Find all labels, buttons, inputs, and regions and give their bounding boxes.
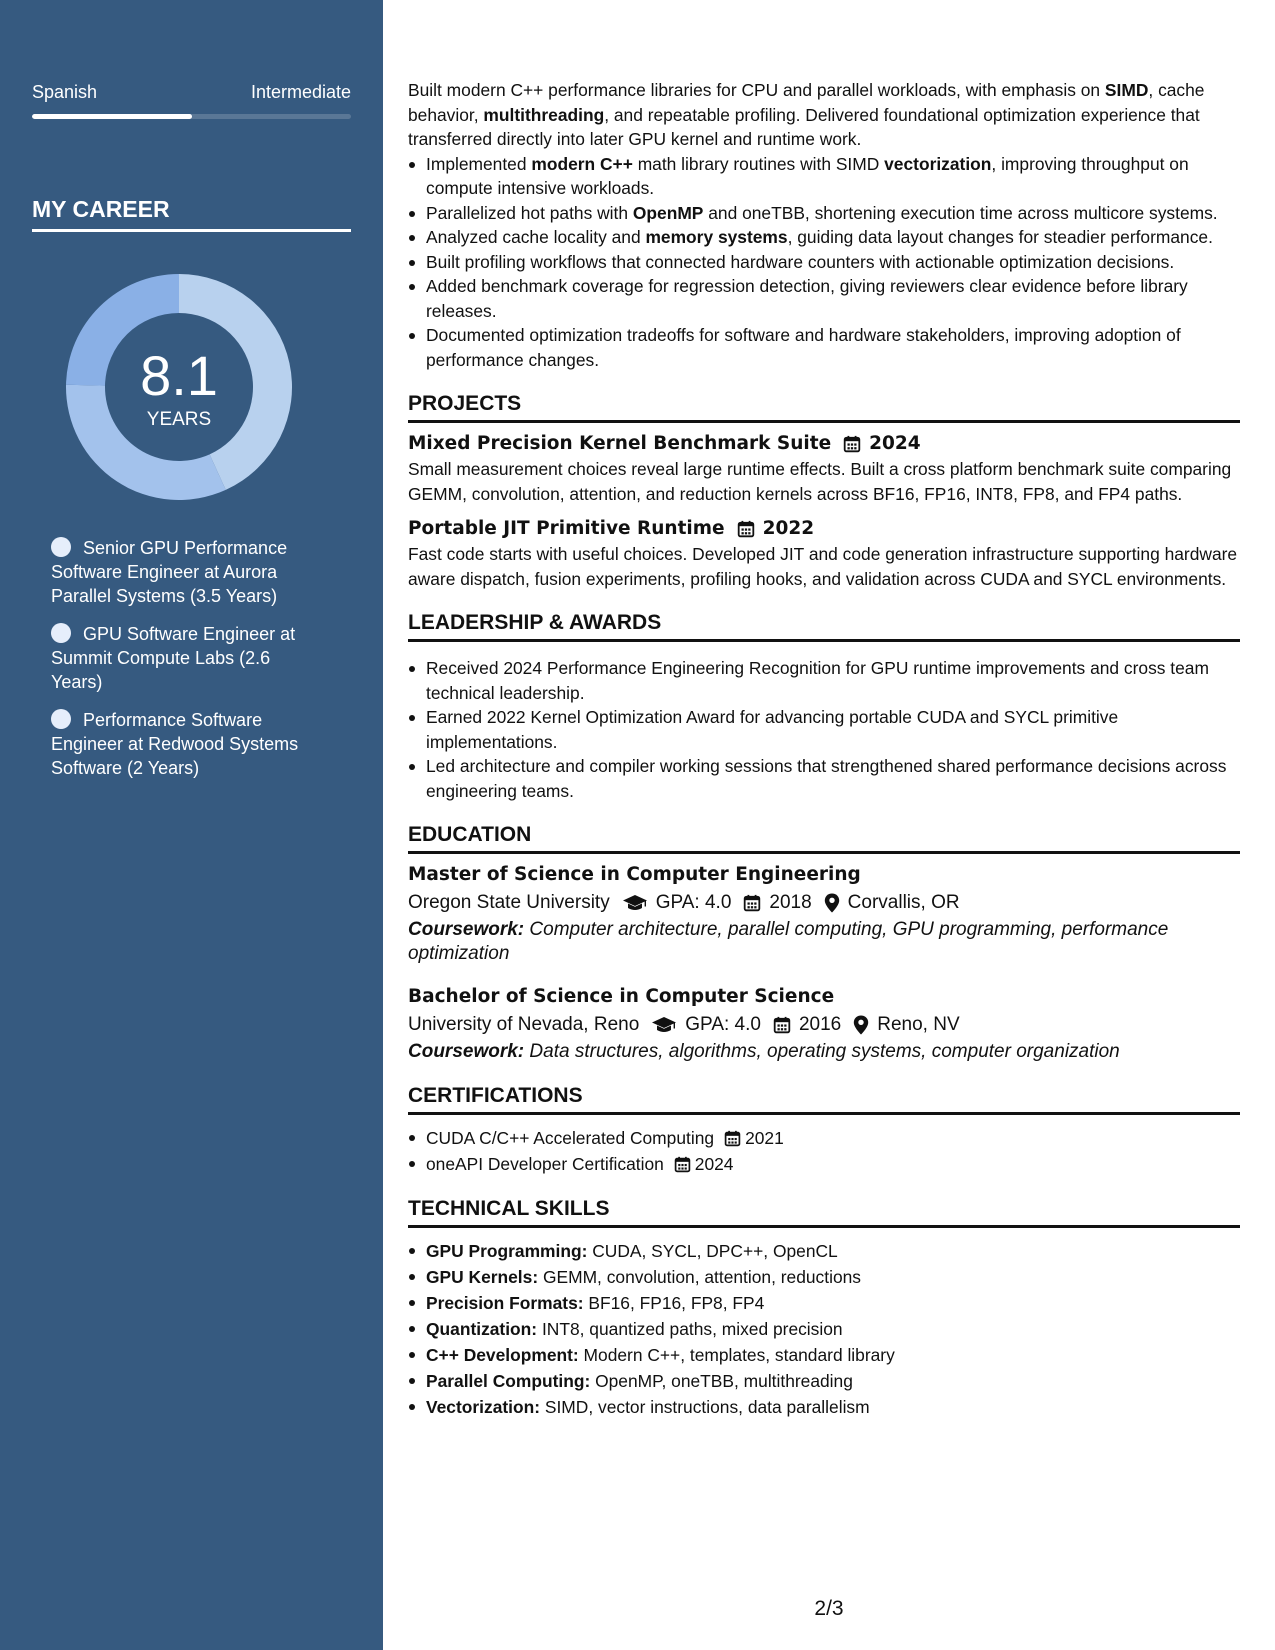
- language-progress-bar: [32, 114, 351, 119]
- language-level: Intermediate: [250, 82, 351, 102]
- skills-list: [408, 1238, 1240, 1420]
- skills-section: [408, 1195, 1240, 1420]
- skill-label: Quantization:: [426, 1319, 538, 1339]
- skill-item: [408, 1342, 1240, 1368]
- certification-year: 2024: [694, 1154, 734, 1174]
- experience-bullet: [408, 250, 1240, 275]
- education-item: [408, 862, 1240, 966]
- career-list: [51, 536, 321, 794]
- skill-value: BF16, FP16, FP8, FP4: [588, 1293, 765, 1313]
- leadership-list: [408, 656, 1240, 803]
- projects-heading: PROJECTS: [408, 390, 1240, 423]
- main-content: [408, 78, 1240, 1420]
- bold-text: OpenMP: [632, 202, 704, 223]
- bold-text: modern C++: [531, 153, 633, 174]
- project-title: Mixed Precision Kernel Benchmark Suite: [408, 433, 832, 454]
- project-item: [408, 431, 1240, 506]
- text-run: and oneTBB, shortening execution time across multicore systems.: [703, 202, 1218, 223]
- calendar-icon: [773, 1016, 791, 1034]
- text-run: Parallelized hot paths with: [426, 202, 633, 223]
- coursework-label: Coursework:: [408, 919, 525, 940]
- experience-bullet: [408, 225, 1240, 250]
- leadership-item: Earned 2022 Kernel Optimization Award for advancing portable CUDA and SYCL primitive implementations.: [408, 705, 1240, 754]
- calendar-icon: [724, 1130, 741, 1147]
- skill-label: C++ Development:: [426, 1345, 579, 1365]
- career-item-text: Performance Software Engineer at Redwood Systems Software (2 Years): [51, 710, 299, 778]
- graduation-year: 2018: [769, 892, 812, 913]
- calendar-icon: [737, 520, 755, 538]
- language-progress-fill: [32, 114, 192, 119]
- page-number: 2/3: [814, 1597, 844, 1620]
- career-total-value: 8.1: [140, 344, 218, 407]
- text-run: math library routines with SIMD: [632, 153, 885, 174]
- skill-value: INT8, quantized paths, mixed precision: [541, 1319, 843, 1339]
- degree-title: Master of Science in Computer Engineering: [408, 864, 861, 885]
- skill-value: Modern C++, templates, standard library: [583, 1345, 895, 1365]
- leadership-section: [408, 609, 1240, 803]
- certification-year: 2021: [745, 1128, 784, 1148]
- project-title-row: [408, 431, 1240, 457]
- degree-title: Bachelor of Science in Computer Science: [408, 986, 835, 1007]
- experience-section: [408, 78, 1240, 372]
- education-item: [408, 984, 1240, 1064]
- skill-item: [408, 1368, 1240, 1394]
- certifications-list: [408, 1125, 1240, 1177]
- career-item-text: Senior GPU Performance Software Engineer at Aurora Parallel Systems (3.5 Years): [51, 538, 288, 606]
- skill-item: [408, 1264, 1240, 1290]
- calendar-icon: [674, 1156, 691, 1173]
- certifications-heading: CERTIFICATIONS: [408, 1082, 1240, 1115]
- projects-section: [408, 390, 1240, 591]
- career-item: [51, 622, 321, 694]
- graduation-cap-icon: [651, 1016, 677, 1034]
- skill-value: SIMD, vector instructions, data parallelism: [544, 1397, 870, 1417]
- career-item: [51, 536, 321, 608]
- skill-value: OpenMP, oneTBB, multithreading: [595, 1371, 853, 1391]
- project-description: Small measurement choices reveal large runtime effects. Built a cross platform benchmark suite comparing GEMM, convolution, attention, and reduction kernels across BF16, FP16, INT8, FP8, and FP4 paths.: [408, 459, 1232, 504]
- project-year: 2022: [762, 518, 815, 539]
- project-title-row: [408, 516, 1240, 542]
- career-item-text: GPU Software Engineer at Summit Compute Labs (2.6 Years): [51, 624, 296, 692]
- language-row: [32, 82, 351, 103]
- text-run: , guiding data layout changes for steadier performance.: [787, 227, 1213, 247]
- skill-label: Precision Formats:: [426, 1293, 584, 1313]
- education-section: [408, 821, 1240, 1064]
- school-name: Oregon State University: [408, 892, 610, 913]
- text-run: , and repeatable profiling. Delivered foundational optimization experience that transferred directly into later GPU kernel and runtime work.: [408, 104, 1200, 149]
- calendar-icon: [743, 894, 761, 912]
- location-pin-icon: [853, 1015, 869, 1035]
- text-run: Built profiling workflows that connected hardware counters with actionable optimization decisions.: [426, 251, 1175, 272]
- coursework-label: Coursework:: [408, 1041, 525, 1062]
- gpa: GPA: 4.0: [685, 1014, 761, 1035]
- coursework: [408, 918, 1240, 966]
- sidebar: [0, 0, 383, 1650]
- bold-text: memory systems: [645, 227, 788, 247]
- career-legend-dot: [51, 709, 71, 729]
- skill-value: GEMM, convolution, attention, reductions: [542, 1267, 861, 1287]
- coursework-text: Data structures, algorithms, operating systems, computer organization: [529, 1041, 1120, 1062]
- certification-item: [408, 1151, 1240, 1177]
- gpa: GPA: 4.0: [655, 892, 732, 913]
- career-legend-dot: [51, 623, 71, 643]
- language-name: Spanish: [32, 82, 98, 102]
- text-run: Analyzed cache locality and: [426, 227, 646, 247]
- leadership-heading: LEADERSHIP & AWARDS: [408, 609, 1240, 642]
- leadership-item: Received 2024 Performance Engineering Recognition for GPU runtime improvements and cross team technical leadership.: [408, 656, 1240, 705]
- certification-name: oneAPI Developer Certification: [426, 1154, 664, 1174]
- experience-bullet: [408, 274, 1240, 323]
- skill-label: GPU Programming:: [426, 1241, 588, 1261]
- experience-bullet: [408, 152, 1240, 201]
- skill-label: GPU Kernels:: [426, 1267, 539, 1287]
- skill-item: [408, 1290, 1240, 1316]
- certification-name: CUDA C/C++ Accelerated Computing: [426, 1128, 715, 1148]
- experience-bullet: [408, 201, 1240, 226]
- education-meta-row: [408, 1010, 1240, 1040]
- projects-list: [408, 431, 1240, 591]
- skill-item: [408, 1394, 1240, 1420]
- project-item: [408, 516, 1240, 591]
- text-run: Built modern C++ performance libraries for CPU and parallel workloads, with emphasis on: [408, 80, 1105, 100]
- career-legend-dot: [51, 537, 71, 557]
- experience-summary: [408, 78, 1240, 152]
- text-run: Added benchmark coverage for regression detection, giving reviewers clear evidence before library releases.: [426, 276, 1188, 321]
- project-description: Fast code starts with useful choices. Developed JIT and code generation infrastructure supporting hardware aware dispatch, fusion experiments, profiling hooks, and validation across CUDA and SYCL environments.: [408, 544, 1238, 589]
- skill-value: CUDA, SYCL, DPC++, OpenCL: [592, 1241, 838, 1261]
- text-run: Implemented: [426, 153, 532, 174]
- education-meta-row: [408, 888, 1240, 918]
- career-item: [51, 708, 321, 780]
- school-location: Reno, NV: [877, 1014, 960, 1035]
- coursework: [408, 1040, 1240, 1064]
- career-total-unit: YEARS: [146, 409, 212, 430]
- school-name: University of Nevada, Reno: [408, 1014, 640, 1035]
- text-run: , improving throughput on compute intensive workloads.: [426, 153, 1189, 198]
- skills-heading: TECHNICAL SKILLS: [408, 1195, 1240, 1228]
- skill-item: [408, 1316, 1240, 1342]
- leadership-item: Led architecture and compiler working sessions that strengthened shared performance decisions across engineering teams.: [408, 754, 1240, 803]
- education-heading: EDUCATION: [408, 821, 1240, 854]
- bold-text: SIMD: [1104, 80, 1149, 100]
- coursework-text: Computer architecture, parallel computing, GPU programming, performance optimization: [408, 919, 1169, 964]
- career-heading: MY CAREER: [32, 196, 351, 232]
- project-year: 2024: [869, 433, 921, 454]
- skill-item: [408, 1238, 1240, 1264]
- skill-label: Vectorization:: [426, 1397, 541, 1417]
- skill-label: Parallel Computing:: [426, 1371, 591, 1391]
- experience-bullet: [408, 323, 1240, 372]
- project-title: Portable JIT Primitive Runtime: [408, 518, 725, 539]
- experience-bullets: [408, 152, 1240, 373]
- calendar-icon: [843, 435, 861, 453]
- graduation-year: 2016: [798, 1014, 842, 1035]
- text-run: Documented optimization tradeoffs for software and hardware stakeholders, improving adoption of performance changes.: [426, 325, 1181, 370]
- school-location: Corvallis, OR: [847, 892, 960, 913]
- bold-text: multithreading: [483, 104, 605, 125]
- text-run: , cache behavior,: [408, 80, 1205, 125]
- bold-text: vectorization: [884, 153, 992, 174]
- certification-item: [408, 1125, 1240, 1151]
- certifications-section: [408, 1082, 1240, 1177]
- location-pin-icon: [824, 893, 840, 913]
- education-list: [408, 862, 1240, 1064]
- graduation-cap-icon: [622, 894, 648, 912]
